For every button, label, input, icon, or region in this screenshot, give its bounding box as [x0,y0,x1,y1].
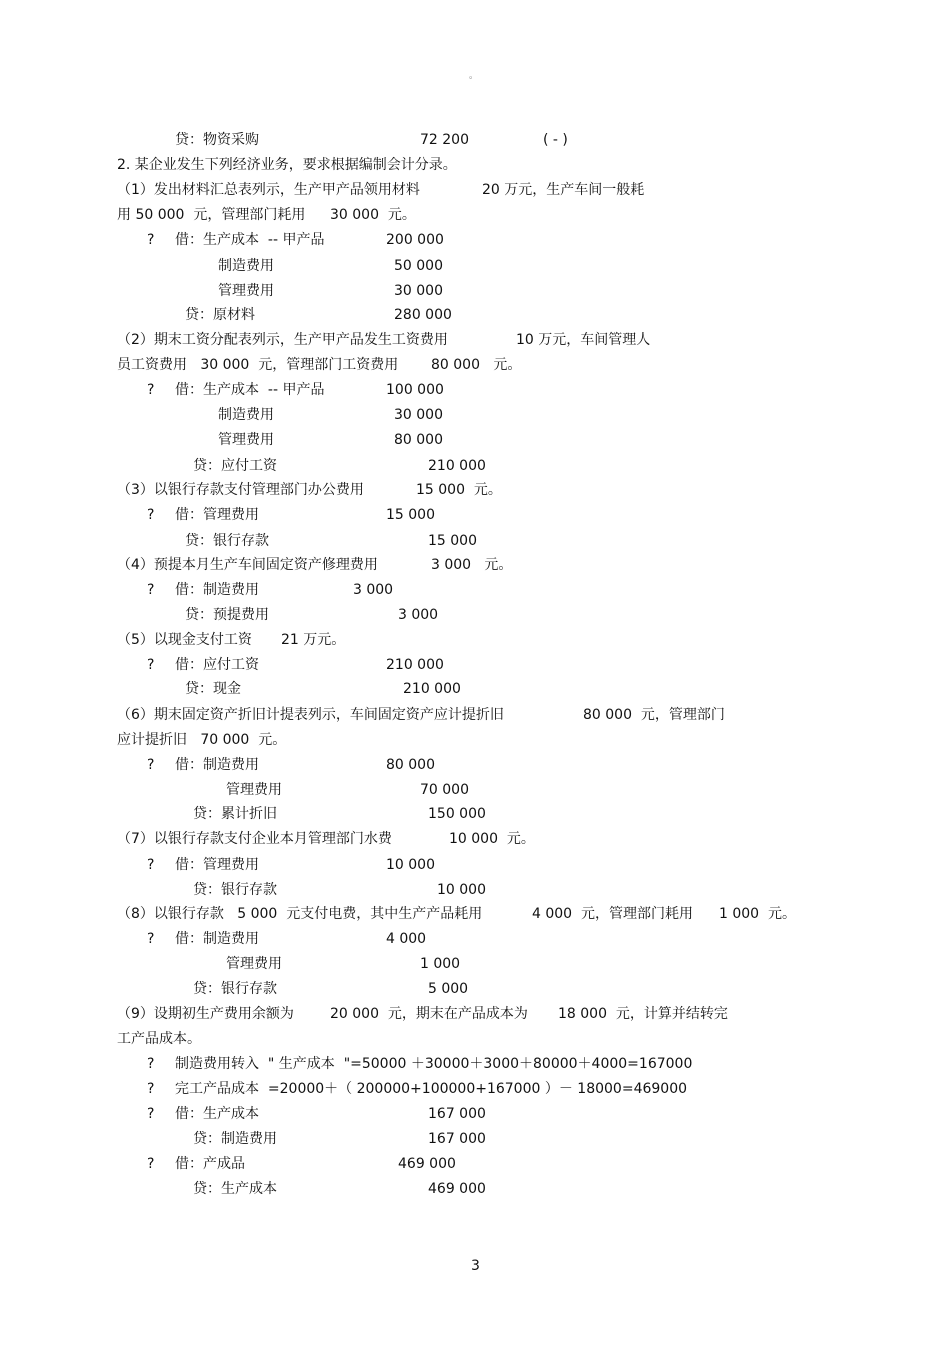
text-line-l33-seg-1: 借：制造费用 [175,931,259,947]
text-line-l16-seg-1: 借：管理费用 [175,507,259,523]
text-line-l42-seg-0: ? [147,1156,155,1172]
text-line-l26-seg-2: 80 000 [386,757,435,773]
text-line-l15-seg-1: 15 000 元。 [416,482,502,498]
text-line-l20-seg-0: 贷：预提费用 [185,607,269,623]
text-line-l19-seg-0: ? [147,582,155,598]
text-line-l40-seg-0: ? [147,1106,155,1122]
text-line-l38-seg-1: 制造费用转入 " 生产成本 "=50000 ＋30000＋3000＋80000＋4000=167000 [175,1056,693,1072]
text-line-l41-seg-0: 贷：制造费用 [193,1131,277,1147]
text-line-l17-seg-0: 贷：银行存款 [185,533,269,549]
text-line-l10-seg-1: 80 000 元。 [431,357,522,373]
text-line-l14-seg-1: 210 000 [428,458,486,474]
text-line-l18-seg-0: （4）预提本月生产车间固定资产修理费用 [117,557,378,573]
page-number: 3 [471,1258,480,1274]
text-line-l32-seg-2: 1 000 元。 [719,906,796,922]
text-line-l28-seg-1: 150 000 [428,806,486,822]
text-line-l19-seg-2: 3 000 [353,582,394,598]
text-line-l11-seg-2: 100 000 [386,382,444,398]
text-line-l19-seg-1: 借：制造费用 [175,582,259,598]
text-line-l01-seg-0: 贷：物资采购 [175,132,259,148]
text-line-l05-seg-1: 借：生产成本 -- 甲产品 [175,232,325,248]
text-line-l37-seg-0: 工产品成本。 [117,1031,201,1047]
text-line-l39-seg-0: ? [147,1081,155,1097]
text-line-l04-seg-0: 用 50 000 元，管理部门耗用 [117,207,306,223]
text-line-l22-seg-2: 210 000 [386,657,444,673]
text-line-l03-seg-0: （1）发出材料汇总表列示，生产甲产品领用材料 [117,182,420,198]
text-line-l31-seg-1: 10 000 [437,882,486,898]
text-line-l16-seg-0: ? [147,507,155,523]
text-line-l05-seg-0: ? [147,232,155,248]
text-line-l34-seg-1: 1 000 [420,956,461,972]
text-line-l36-seg-1: 20 000 元，期末在产品成本为 [330,1006,528,1022]
text-line-l10-seg-0: 员工资费用 30 000 元，管理部门工资费用 [117,357,399,373]
text-line-l29-seg-0: （7）以银行存款支付企业本月管理部门水费 [117,831,392,847]
text-line-l18-seg-1: 3 000 元。 [431,557,513,573]
text-line-l42-seg-2: 469 000 [398,1156,456,1172]
text-line-l24-seg-0: （6）期末固定资产折旧计提表列示，车间固定资产应计提折旧 [117,707,504,723]
text-line-l32-seg-1: 4 000 元，管理部门耗用 [532,906,693,922]
text-line-l25-seg-0: 应计提折旧 70 000 元。 [117,732,287,748]
text-line-l40-seg-1: 借：生产成本 [175,1106,259,1122]
text-line-l41-seg-1: 167 000 [428,1131,486,1147]
text-line-l13-seg-0: 管理费用 [218,432,274,448]
text-line-l17-seg-1: 15 000 [428,533,477,549]
text-line-l06-seg-1: 50 000 [394,258,443,274]
text-line-l38-seg-0: ? [147,1056,155,1072]
text-line-l43-seg-1: 469 000 [428,1181,486,1197]
text-line-l28-seg-0: 贷：累计折旧 [193,806,277,822]
text-line-l22-seg-1: 借：应付工资 [175,657,259,673]
text-line-l22-seg-0: ? [147,657,155,673]
text-line-l07-seg-1: 30 000 [394,283,443,299]
text-line-l40-seg-2: 167 000 [428,1106,486,1122]
text-line-l09-seg-0: （2）期末工资分配表列示，生产甲产品发生工资费用 [117,332,448,348]
text-line-l36-seg-0: （9）设期初生产费用余额为 [117,1006,294,1022]
text-line-l33-seg-2: 4 000 [386,931,427,947]
header-mark: 。 [469,71,479,81]
text-line-l01-seg-1: 72 200 [420,132,469,148]
text-line-l08-seg-1: 280 000 [394,307,452,323]
text-line-l06-seg-0: 制造费用 [218,258,274,274]
text-line-l21-seg-0: （5）以现金支付工资 [117,632,252,648]
text-line-l16-seg-2: 15 000 [386,507,435,523]
text-line-l03-seg-1: 20 万元，生产车间一般耗 [482,182,645,198]
text-line-l27-seg-1: 70 000 [420,782,469,798]
text-line-l30-seg-1: 借：管理费用 [175,857,259,873]
text-line-l23-seg-1: 210 000 [403,681,461,697]
text-line-l21-seg-1: 21 万元。 [281,632,346,648]
text-line-l43-seg-0: 贷：生产成本 [193,1181,277,1197]
text-line-l09-seg-1: 10 万元，车间管理人 [516,332,651,348]
text-line-l08-seg-0: 贷：原材料 [185,307,255,323]
text-line-l26-seg-1: 借：制造费用 [175,757,259,773]
text-line-l14-seg-0: 贷：应付工资 [193,458,277,474]
text-line-l42-seg-1: 借：产成品 [175,1156,245,1172]
text-line-l12-seg-0: 制造费用 [218,407,274,423]
text-line-l32-seg-0: （8）以银行存款 5 000 元支付电费，其中生产产品耗用 [117,906,483,922]
text-line-l34-seg-0: 管理费用 [226,956,282,972]
text-line-l39-seg-1: 完工产品成本 =20000＋（ 200000+100000+167000 ）－ 18000=469000 [175,1081,688,1097]
text-line-l20-seg-1: 3 000 [398,607,439,623]
text-line-l11-seg-0: ? [147,382,155,398]
text-line-l24-seg-1: 80 000 元，管理部门 [583,707,725,723]
text-line-l01-seg-2: ( - ) [543,132,568,148]
text-line-l23-seg-0: 贷：现金 [185,681,241,697]
text-line-l30-seg-2: 10 000 [386,857,435,873]
text-line-l31-seg-0: 贷：银行存款 [193,882,277,898]
text-line-l15-seg-0: （3）以银行存款支付管理部门办公费用 [117,482,364,498]
text-line-l35-seg-1: 5 000 [428,981,469,997]
text-line-l07-seg-0: 管理费用 [218,283,274,299]
text-line-l35-seg-0: 贷：银行存款 [193,981,277,997]
text-line-l02-seg-0: 2. 某企业发生下列经济业务，要求根据编制会计分录。 [117,157,457,173]
text-line-l26-seg-0: ? [147,757,155,773]
text-line-l27-seg-0: 管理费用 [226,782,282,798]
text-line-l11-seg-1: 借：生产成本 -- 甲产品 [175,382,325,398]
text-line-l33-seg-0: ? [147,931,155,947]
text-line-l05-seg-2: 200 000 [386,232,444,248]
text-line-l04-seg-1: 30 000 元。 [330,207,416,223]
text-line-l29-seg-1: 10 000 元。 [449,831,535,847]
text-line-l12-seg-1: 30 000 [394,407,443,423]
text-line-l30-seg-0: ? [147,857,155,873]
text-line-l13-seg-1: 80 000 [394,432,443,448]
text-line-l36-seg-2: 18 000 元，计算并结转完 [558,1006,728,1022]
